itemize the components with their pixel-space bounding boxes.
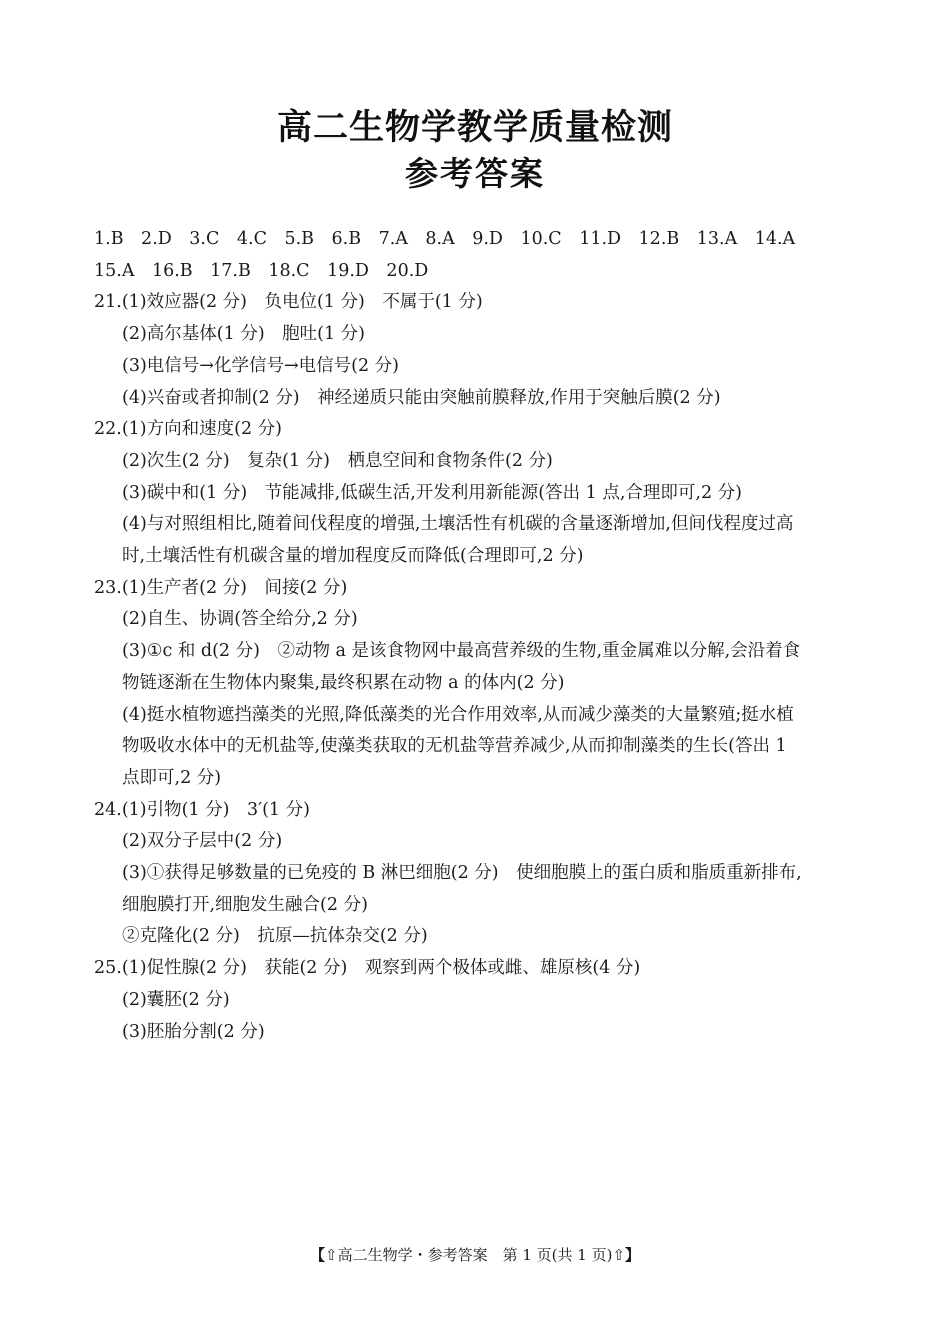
up-arrow-icon: ⇧ [612,1246,626,1264]
answer-line: (4)兴奋或者抑制(2 分) 神经递质只能由突触前膜释放,作用于突触后膜(2 分) [122,387,721,408]
answer-line: ②克隆化(2 分) 抗原—抗体杂交(2 分) [122,926,428,947]
answer-line: 时,土壤活性有机碳含量的增加程度反而降低(合理即可,2 分) [122,546,584,566]
answer-line: (3)①c 和 d(2 分) ②动物 a 是该食物网中最高营养级的生物,重金属难以分解,会沿着食 [122,641,801,662]
answer-line: 22.(1)方向和速度(2 分) [94,419,282,440]
answer-line: (3)碳中和(1 分) 节能减排,低碳生活,开发利用新能源(答出 1 点,合理即可,2 分) [122,482,743,503]
answer-line: 21.(1)效应器(2 分) 负电位(1 分) 不属于(1 分) [94,292,483,313]
answer-line: (2)次生(2 分) 复杂(1 分) 栖息空间和食物条件(2 分) [122,450,553,471]
footer-left-bracket: 【 [309,1246,325,1264]
page-title: 高二生物学教学质量检测 [276,108,673,148]
answer-line: 24.(1)引物(1 分) 3′(1 分) [94,799,310,820]
page-subtitle: 参考答案 [405,154,545,193]
answer-line: (2)双分子层中(2 分) [122,831,283,852]
answer-line: 1.B 2.D 3.C 4.C 5.B 6.B 7.A 8.A 9.D 10.C 11.D 12.B 13.A 14.A [94,229,796,249]
page-footer [0,1244,950,1266]
answer-line: (3)①获得足够数量的已免疫的 B 淋巴细胞(2 分) 使细胞膜上的蛋白质和脂质重新排布, [122,863,802,883]
answer-line: (4)与对照组相比,随着间伐程度的增强,土壤活性有机碳的含量逐渐增加,但间伐程度过高 [122,514,794,535]
answer-line: (4)挺水植物遮挡藻类的光照,降低藻类的光合作用效率,从而减少藻类的大量繁殖;挺水植 [122,704,794,725]
answer-line: 15.A 16.B 17.B 18.C 19.D 20.D [94,260,429,281]
answer-line: 25.(1)促性腺(2 分) 获能(2 分) 观察到两个极体或雌、雄原核(4 分) [94,958,641,979]
answer-line: 点即可,2 分) [122,767,222,788]
answer-line: (2)自生、协调(答全给分,2 分) [122,609,358,630]
up-arrow-icon: ⇧ [324,1246,338,1264]
answer-line: 23.(1)生产者(2 分) 间接(2 分) [94,577,348,598]
answer-line: 物吸收水体中的无机盐等,使藻类获取的无机盐等营养减少,从而抑制藻类的生长(答出 1 [122,736,787,757]
answer-line: (2)高尔基体(1 分) 胞吐(1 分) [122,324,365,345]
answer-line: (2)囊胚(2 分) [122,989,230,1010]
answer-line: (3)胚胎分割(2 分) [122,1021,265,1042]
answer-line: 细胞膜打开,细胞发生融合(2 分) [122,894,368,915]
answer-line: (3)电信号→化学信号→电信号(2 分) [122,355,399,376]
footer-right-bracket: 】 [625,1246,641,1264]
footer-text: 高二生物学・参考答案 第 1 页(共 1 页) [337,1246,613,1264]
answer-line: 物链逐渐在生物体内聚集,最终积累在动物 a 的体内(2 分) [122,672,565,693]
